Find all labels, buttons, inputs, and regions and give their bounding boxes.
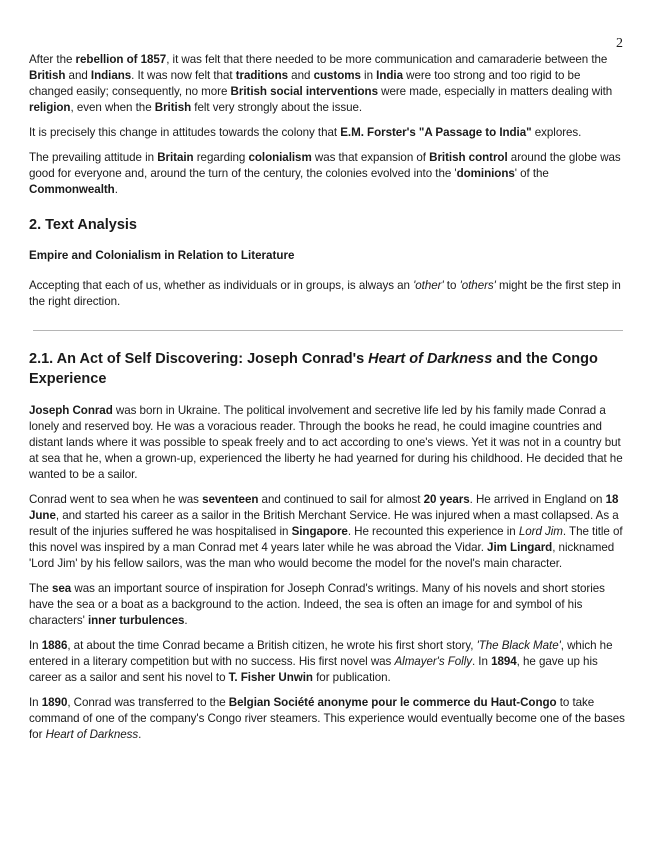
text-run: In xyxy=(29,696,42,709)
bold-run: inner turbulences xyxy=(87,614,185,627)
bold-run: Singapore xyxy=(291,525,348,538)
bold-run: British control xyxy=(429,151,508,164)
text-run: . He arrived in England on xyxy=(469,493,606,506)
text-run: ' of the xyxy=(514,167,549,180)
text-run: In xyxy=(29,639,42,652)
text-run: . xyxy=(114,183,118,196)
text-run: . In xyxy=(471,655,492,668)
bold-run: 20 years xyxy=(423,493,470,506)
italic-run: 'others' xyxy=(459,279,496,292)
text-run: were made, especially in matters dealing with xyxy=(377,85,613,98)
paragraph-colonialism xyxy=(29,150,627,198)
text-run: . xyxy=(138,728,142,741)
text-run: in xyxy=(360,69,377,82)
document-body xyxy=(29,52,627,752)
text-run: . It was now felt that xyxy=(131,69,236,82)
bold-run: religion xyxy=(29,101,71,114)
page-number: 2 xyxy=(616,36,623,51)
paragraph-conrad-sea-career xyxy=(29,492,627,572)
subsection-heading: Empire and Colonialism in Relation to Literature xyxy=(29,249,295,262)
bold-run: 1894 xyxy=(491,655,517,668)
text-run: The xyxy=(29,582,52,595)
text-run: regarding xyxy=(193,151,249,164)
italic-run: 'other' xyxy=(413,279,444,292)
italic-run: Almayer's Folly xyxy=(394,655,472,668)
text-run: The prevailing attitude in xyxy=(29,151,158,164)
text-run: , he gave up his career as a sailor and sent his novel to xyxy=(29,655,598,684)
text-run: It is precisely this change in attitudes towards the colony that xyxy=(29,126,341,139)
bold-run: colonialism xyxy=(248,151,312,164)
text-run: Accepting that each of us, whether as individuals or in groups, is always an xyxy=(29,279,414,292)
bold-run: 18 June xyxy=(29,493,619,522)
horizontal-divider xyxy=(33,330,623,331)
bold-run: Indians xyxy=(90,69,132,82)
text-run: . xyxy=(184,614,188,627)
bold-run: E.M. Forster's "A Passage to India" xyxy=(340,126,532,139)
text-run: 2.1. An Act of Self Discovering: Joseph Conrad's xyxy=(29,351,369,367)
paragraph-first-works xyxy=(29,638,627,686)
text-run: around the globe was good for everyone and, around the turn of the century, the colonies evolved into the ' xyxy=(29,151,621,180)
text-run: , which he entered in a literary competition but with no success. His first novel was xyxy=(29,639,613,668)
text-run: , Conrad was transferred to the xyxy=(67,696,229,709)
text-run: , even when the xyxy=(70,101,155,114)
text-run: explores. xyxy=(531,126,582,139)
bold-run: 1890 xyxy=(41,696,68,709)
text-run: . The title of this novel was inspired by a man Conrad met 4 years later while he was abroad the Vidar. xyxy=(29,525,623,554)
paragraph-forster xyxy=(29,125,627,141)
text-run: , it was felt that there needed to be more communication and camaraderie between the xyxy=(166,53,608,66)
italic-run: Lord Jim xyxy=(518,525,563,538)
section-heading: 2. Text Analysis xyxy=(29,217,137,233)
text-run: After the xyxy=(29,53,76,66)
paragraph-conrad-bio xyxy=(29,403,627,483)
bold-run: sea xyxy=(52,582,72,595)
bold-run: British xyxy=(29,69,66,82)
bold-run: 1886 xyxy=(41,639,68,652)
text-run: to xyxy=(443,279,460,292)
chapter-heading xyxy=(29,349,627,389)
bold-run: dominions xyxy=(456,167,515,180)
text-run: was that expansion of xyxy=(311,151,430,164)
italic-run: Heart of Darkness xyxy=(368,351,493,367)
bold-run: British social interventions xyxy=(230,85,378,98)
text-run: for publication. xyxy=(312,671,391,684)
text-run: felt very strongly about the issue. xyxy=(191,101,363,114)
text-run: was an important source of inspiration for Joseph Conrad's writings. Many of his novels and short stories have the sea or a boat as a background to the action. Indeed, the sea is often an image for and symbol of his characters' xyxy=(29,582,605,627)
text-run: might be the first step in the right direction. xyxy=(29,279,621,308)
bold-run: customs xyxy=(313,69,361,82)
paragraph-congo xyxy=(29,695,627,743)
paragraph-sea-inspiration xyxy=(29,581,627,629)
text-run: Conrad went to sea when he was xyxy=(29,493,203,506)
text-run: to take command of one of the company's Congo river steamers. This experience would eventually become one of the bases for xyxy=(29,696,625,741)
bold-run: seventeen xyxy=(202,493,259,506)
text-run: and xyxy=(288,69,314,82)
text-run: , nicknamed 'Lord Jim' by his fellow sailors, was the man who would become the model for the novel's main character. xyxy=(29,541,615,570)
bold-run: rebellion of 1857 xyxy=(75,53,167,66)
text-run: was born in Ukraine. The political involvement and secretive life led by his family made Conrad a lonely and reserved boy. He was a voracious reader. Through the books he read, he could imagine countries and distant lands where it was possible to speak freely and to act according to one's views. Yet it was not in a country but at sea that he, when a grown-up, experienced the liberty he had yearned for during his childhood. He decided that he wanted to be a sailor. xyxy=(29,404,623,481)
bold-run: traditions xyxy=(235,69,289,82)
bold-run: British xyxy=(154,101,192,114)
text-run: were too strong and too rigid to be changed easily; consequently, no more xyxy=(29,69,581,98)
bold-run: India xyxy=(376,69,403,82)
bold-run: Joseph Conrad xyxy=(29,404,113,417)
text-run: and continued to sail for almost xyxy=(258,493,424,506)
bold-run: Commonwealth xyxy=(29,183,115,196)
paragraph-other xyxy=(29,278,627,310)
text-run: , at about the time Conrad became a British citizen, he wrote his first short story, xyxy=(67,639,477,652)
bold-run: Jim Lingard xyxy=(487,541,553,554)
bold-run: Belgian Société anonyme pour le commerce du Haut-Congo xyxy=(228,696,557,709)
paragraph-rebellion xyxy=(29,52,627,116)
text-run: , and started his career as a sailor in the British Merchant Service. He was injured when a mast collapsed. As a result of the injuries suffered he was hospitalised in xyxy=(29,509,619,538)
italic-run: Heart of Darkness xyxy=(45,728,139,741)
bold-run: Britain xyxy=(157,151,194,164)
text-run: . He recounted this experience in xyxy=(347,525,519,538)
text-run: and xyxy=(65,69,91,82)
italic-run: 'The Black Mate' xyxy=(476,639,561,652)
text-run: and the Congo Experience xyxy=(29,351,598,387)
bold-run: T. Fisher Unwin xyxy=(228,671,313,684)
